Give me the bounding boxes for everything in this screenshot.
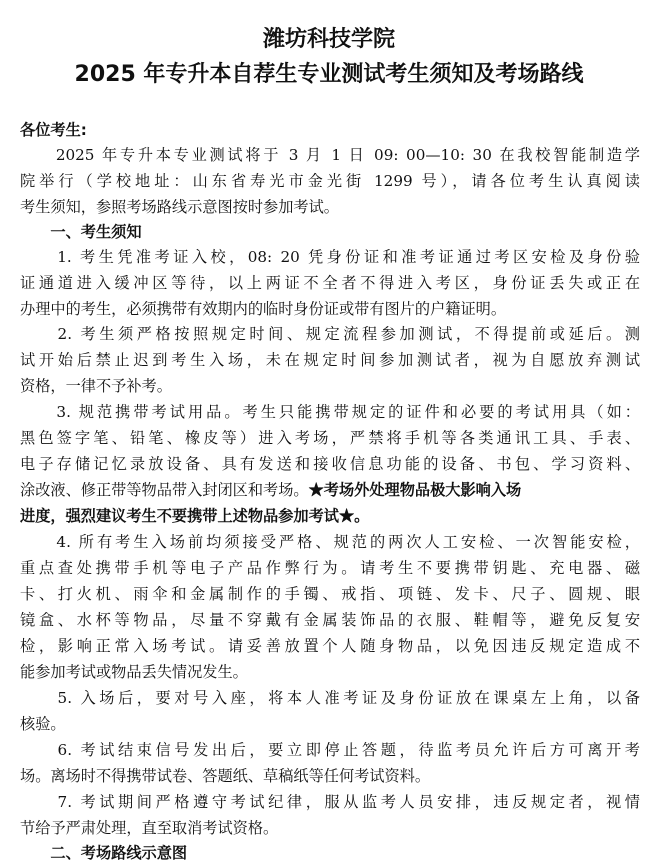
item-5-line-2: 核验。 [20,715,66,733]
item-5-line-1: 5. 入场后，要对号入座，将本人准考证及身份证放在课桌左上角，以备 [20,689,640,707]
item-6-line-2: 场。离场时不得携带试卷、答题纸、草稿纸等任何考试资料。 [20,767,431,785]
item-4-line-5: 检，影响正常入场考试。请妥善放置个人随身物品，以免因违反规定造成不 [20,637,640,655]
item-3-bold-line: 进度，强烈建议考生不要携带上述物品参加考试★。 [20,507,370,525]
item-3-line-2: 黑色签字笔、铅笔、橡皮等）进入考场，严禁将手机等各类通讯工具、手表、 [20,429,640,447]
item-2-line-2: 试开始后禁止迟到考生入场，未在规定时间参加测试者，视为自愿放弃测试 [20,351,640,369]
item-7-line-1: 7. 考试期间严格遵守考试纪律，服从监考人员安排，违反规定者，视情 [20,793,640,811]
item-3-line-1: 3. 规范携带考试用品。考生只能携带规定的证件和必要的考试用具（如： [20,403,640,421]
item-6-line-1: 6. 考试结束信号发出后，要立即停止答题，待监考员允许后方可离开考 [20,741,640,759]
greeting: 各位考生: [20,121,87,139]
section-heading-2: 二、考场路线示意图 [20,844,188,862]
item-4-line-4: 镜盒、水杯等物品，尽量不穿戴有金属装饰品的衣服、鞋帽等，避免反复安 [20,611,640,629]
document-title: 2025 年专升本自荐生专业测试考生须知及考场路线 [74,62,584,87]
item-4-line-6: 能参加考试或物品丢失情况发生。 [20,663,248,681]
school-name: 潍坊科技学院 [262,27,395,52]
item-1-line-3: 办理中的考生，必须携带有效期内的临时身份证或带有图片的户籍证明。 [20,300,506,318]
item-4-line-2: 重点查处携带手机等电子产品作弊行为。请考生不要携带钥匙、充电器、磁 [20,559,640,577]
item-2-line-1: 2. 考生须严格按照规定时间、规定流程参加测试，不得提前或延后。测 [20,325,640,343]
intro-line-3: 考生须知，参照考场路线示意图按时参加考试。 [20,198,339,216]
item-1-line-1: 1. 考生凭准考证入校，08: 20 凭身份证和准考证通过考区安检及身份验 [20,248,640,266]
item-3-line-3: 电子存储记忆录放设备、具有发送和接收信息功能的设备、书包、学习资料、 [20,455,640,473]
item-2-line-3: 资格，一律不予补考。 [20,377,172,395]
item-3-bold-notice: ★考场外处理物品极大影响入场 [308,481,522,499]
section-heading-1: 一、考生须知 [20,223,142,241]
item-1-line-2: 证通道进入缓冲区等待，以上两证不全者不得进入考区，身份证丢失或正在 [20,274,640,292]
item-4-line-1: 4. 所有考生入场前均须接受严格、规范的两次人工安检、一次智能安检， [20,533,640,551]
item-3-line-4-text: 涂改液、修正带等物品带入封闭区和考场。 [20,481,309,499]
item-7-line-2: 节给予严肃处理，直至取消考试资格。 [20,819,279,837]
item-4-line-3: 卡、打火机、雨伞和金属制作的手镯、戒指、项链、发卡、尺子、圆规、眼 [20,585,640,603]
intro-line-2: 院举行（学校地址：山东省寿光市金光街 1299 号），请各位考生认真阅读 [20,172,640,190]
intro-line-1: 2025 年专升本专业测试将于 3 月 1 日 09: 00—10: 30 在我校智能制造学 [20,146,640,164]
item-3-line-4 [20,480,640,500]
